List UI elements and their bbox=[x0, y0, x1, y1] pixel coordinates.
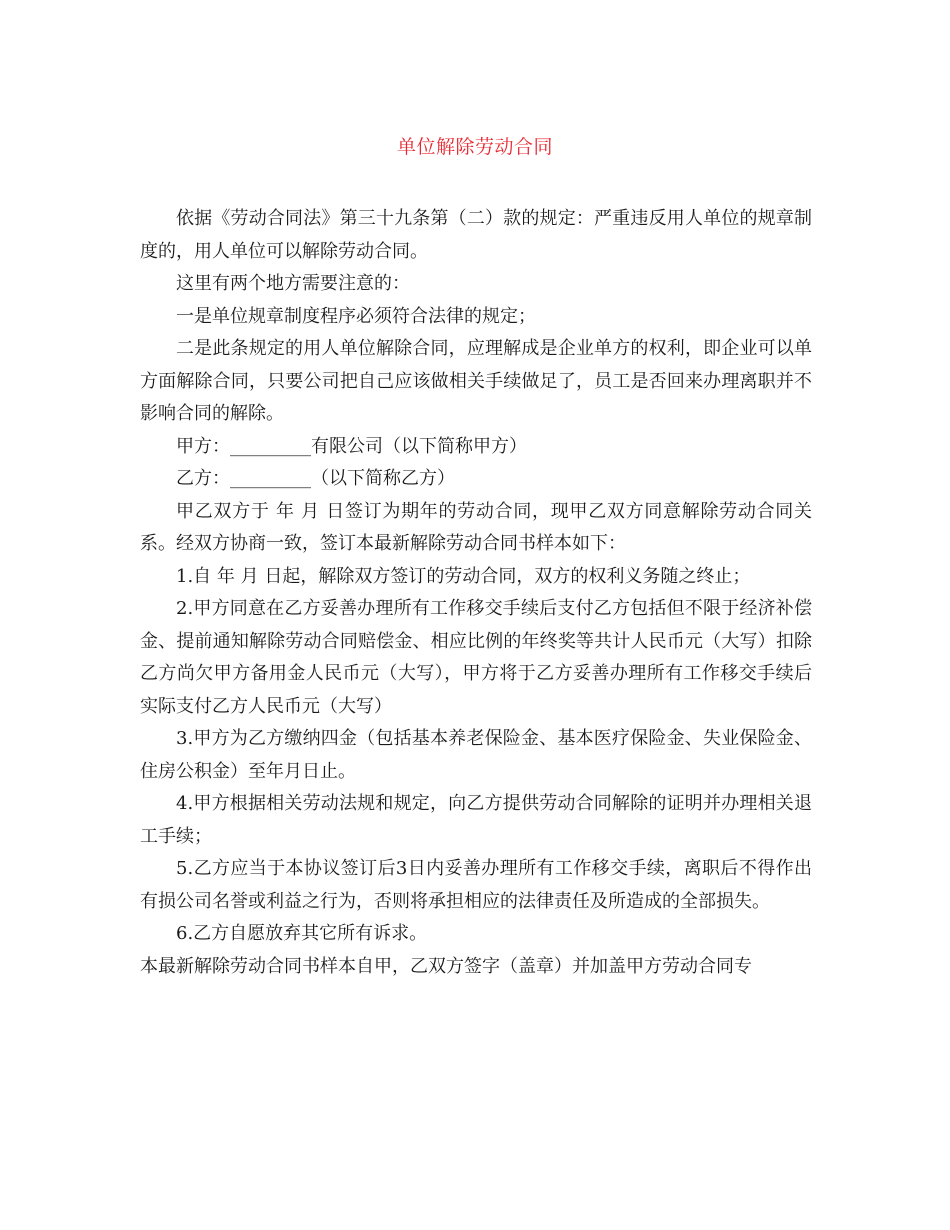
paragraph-closing: 本最新解除劳动合同书样本自甲，乙双方签字（盖章）并加盖甲方劳动合同专 bbox=[140, 955, 752, 977]
paragraph-agreement-intro: 甲乙双方于 年 月 日签订为期年的劳动合同，现甲乙双方同意解除劳动合同关系。经双方协商一致，签订本最新解除劳动合同书样本如下： bbox=[140, 500, 812, 554]
paragraph-legal-basis: 依据《劳动合同法》第三十九条第（二）款的规定：严重违反用人单位的规章制度的，用人单位可以解除劳动合同。 bbox=[140, 208, 812, 262]
document-title: 单位解除劳动合同 bbox=[396, 136, 553, 158]
paragraph-note-one: 一是单位规章制度程序必须符合法律的规定； bbox=[176, 305, 536, 327]
paragraph-party-a: 甲方：_________有限公司（以下简称甲方） bbox=[176, 435, 527, 457]
document-body bbox=[140, 203, 812, 983]
clause-1: 1.自 年 月 日起，解除双方签订的劳动合同，双方的权利义务随之终止； bbox=[176, 565, 751, 587]
clause-6: 6.乙方自愿放弃其它所有诉求。 bbox=[176, 923, 428, 944]
clause-4: 4.甲方根据相关劳动法规和规定，向乙方提供劳动合同解除的证明并办理相关退工手续； bbox=[140, 793, 812, 847]
clause-2: 2.甲方同意在乙方妥善办理所有工作移交手续后支付乙方包括但不限于经济补偿金、提前通知解除劳动合同赔偿金、相应比例的年终奖等共计人民币元（大写）扣除乙方尚欠甲方备用金人民币元（大写），甲方将于乙方妥善办理所有工作移交手续后实际支付乙方人民币元（大写） bbox=[140, 598, 812, 717]
clause-5: 5.乙方应当于本协议签订后3日内妥善办理所有工作移交手续，离职后不得作出有损公司名誉或利益之行为，否则将承担相应的法律责任及所造成的全部损失。 bbox=[140, 858, 812, 912]
clause-3: 3.甲方为乙方缴纳四金（包括基本养老保险金、基本医疗保险金、失业保险金、住房公积金）至年月日止。 bbox=[140, 728, 812, 782]
paragraph-notes-intro: 这里有两个地方需要注意的： bbox=[176, 273, 410, 294]
paragraph-note-two: 二是此条规定的用人单位解除合同，应理解成是企业单方的权利，即企业可以单方面解除合同，只要公司把自己应该做相关手续做足了，员工是否回来办理离职并不影响合同的解除。 bbox=[140, 338, 812, 424]
paragraph-party-b: 乙方：_________（以下简称乙方） bbox=[176, 468, 455, 489]
